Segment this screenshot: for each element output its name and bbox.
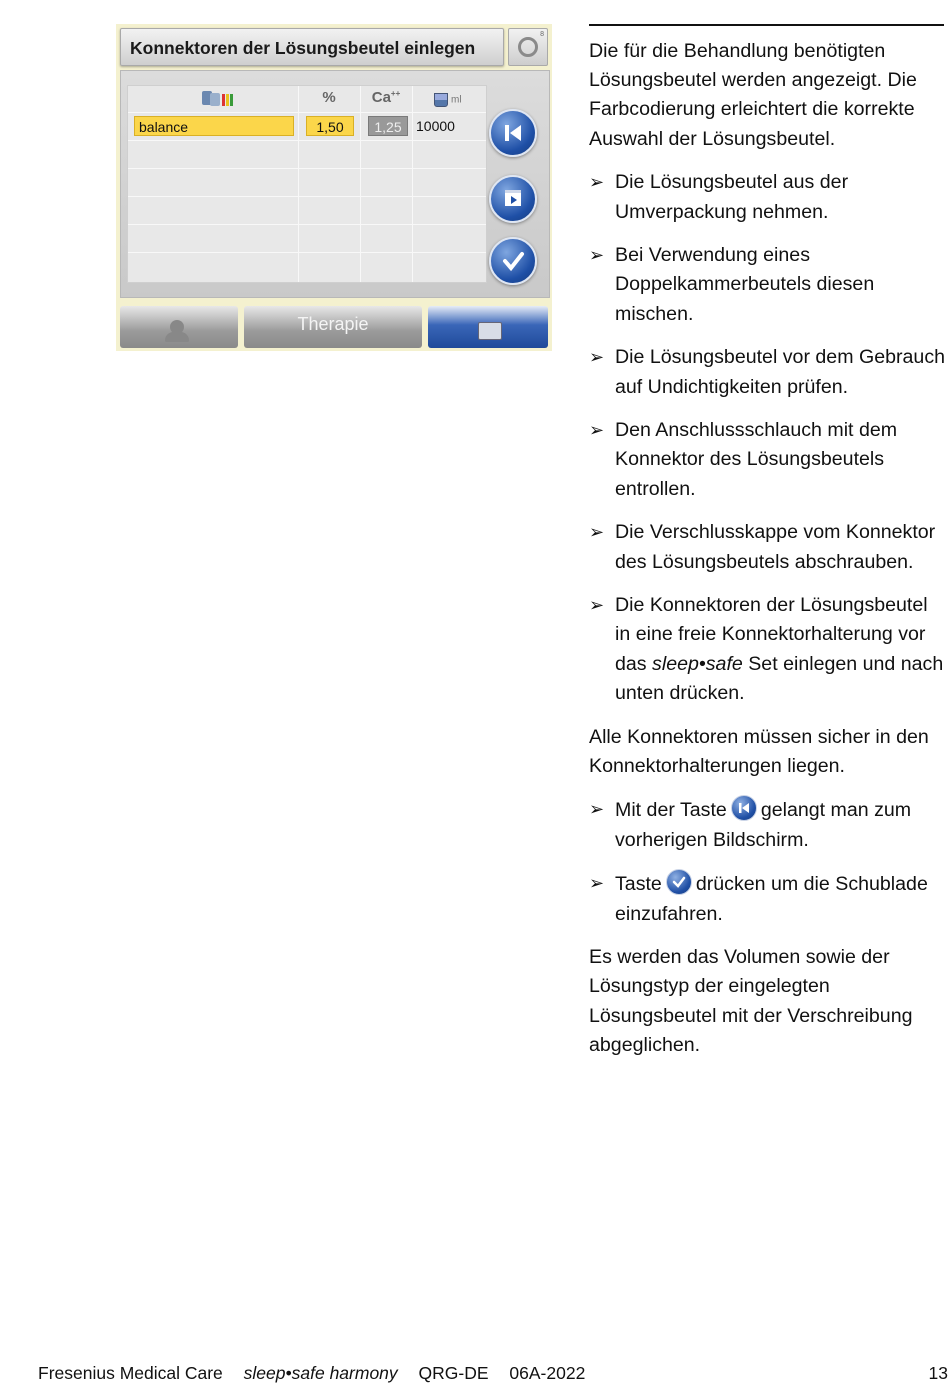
confirm-button[interactable] [489,237,537,285]
step-item [589,591,947,708]
outro-paragraph: Es werden das Volumen sowie der Lösungstyp der eingelegten Lösungsbeutel mit der Verschreibung abgeglichen. [589,946,913,1056]
skip-back-icon [499,119,527,147]
footer-company: Fresenius Medical Care [38,1363,223,1383]
person-icon-body [165,332,189,342]
step-item [589,416,947,504]
step-item [589,869,947,928]
step-text: Mit der Taste [615,799,727,822]
header-calcium [360,89,412,113]
top-rule [589,24,944,26]
step-item [589,518,947,576]
tab-therapie[interactable]: Therapie [244,306,422,348]
row-divider [128,112,486,113]
solution-panel [120,70,550,298]
row-divider [128,196,486,197]
row-divider [128,252,486,253]
header-volume [412,93,484,117]
check-icon [666,869,692,895]
bullet-arrow-icon: ➢ [589,595,605,616]
screen-bottom-bar [116,302,552,351]
product-name-italic: sleep•safe [652,652,743,675]
drawer-button[interactable] [489,175,537,223]
footer-doc: QRG-DE [418,1363,489,1383]
header-ca-sup: ++ [390,89,401,98]
instruction-text [589,37,947,1075]
screen-title: Konnektoren der Lösungsbeutel einlegen [130,38,476,58]
step-item [589,168,947,226]
step-text: Die Konnektoren der Lösungsbeutel in eine freie Konnektorhalterung vor das [615,594,928,675]
bullet-arrow-icon: ➢ [589,873,605,894]
step-item [589,795,947,854]
gear-icon [518,37,538,57]
bag-name-cell[interactable]: balance [134,116,294,136]
bullet-arrow-icon: ➢ [589,522,605,543]
bag-percent-cell[interactable]: 1,50 [306,116,354,136]
row-divider [128,168,486,169]
bullet-arrow-icon: ➢ [589,347,605,368]
device-screen [116,24,552,351]
bullet-arrow-icon: ➢ [589,172,605,193]
step-text: drücken um die Schublade einzufahren. [615,873,928,925]
screen-title-bar [120,28,504,66]
check-icon [499,247,527,275]
footer-version: 06A-2022 [509,1363,586,1383]
tab-device[interactable] [428,306,548,348]
step-item [589,241,947,329]
row-divider [128,140,486,141]
step-text: Taste [615,873,662,896]
skip-back-icon [731,795,757,821]
tab-patient[interactable] [120,306,238,348]
step-item [589,343,947,401]
bullet-arrow-icon: ➢ [589,420,605,441]
page-footer [38,1363,601,1384]
step-text: Den Anschlussschlauch mit dem Konnektor des Lösungsbeutels entrollen. [615,419,898,500]
header-ml-label: ml [451,94,462,106]
row-divider [128,224,486,225]
step-text: Bei Verwendung eines Doppelkammerbeutels diesen mischen. [615,244,875,325]
cup-icon [434,93,448,107]
bag-calcium-cell[interactable]: 1,25 [368,116,408,136]
step-text: Die Lösungsbeutel vor dem Gebrauch auf Undichtigkeiten prüfen. [615,346,946,398]
solution-bags-icon [198,88,238,108]
device-icon [478,322,502,340]
header-percent: % [322,89,336,106]
bullet-arrow-icon: ➢ [589,799,605,820]
step-text: Set einlegen und nach unten drücken. [615,652,944,704]
intro-paragraph: Die für die Behandlung benötigten Lösungsbeutel werden angezeigt. Die Farbcodierung erleichtert die korrekte Auswahl der Lösungsbeutel. [589,40,917,150]
header-ca-label: Ca [371,89,391,106]
page-number: 13 [928,1363,948,1383]
settings-button[interactable] [508,28,548,66]
step-text: Die Verschlusskappe vom Konnektor des Lösungsbeutels abschrauben. [615,521,936,573]
note-paragraph: Alle Konnektoren müssen sicher in den Konnektorhalterungen liegen. [589,725,929,777]
footer-product: sleep•safe harmony [243,1363,398,1383]
drawer-icon [499,185,527,213]
settings-badge: 8 [540,31,544,38]
bag-volume-cell: 10000 [416,118,455,134]
step-text: Die Lösungsbeutel aus der Umverpackung nehmen. [615,171,849,223]
back-button[interactable] [489,109,537,157]
step-text: gelangt man zum vorherigen Bildschirm. [615,799,912,851]
solution-table [127,85,487,283]
bullet-arrow-icon: ➢ [589,245,605,266]
